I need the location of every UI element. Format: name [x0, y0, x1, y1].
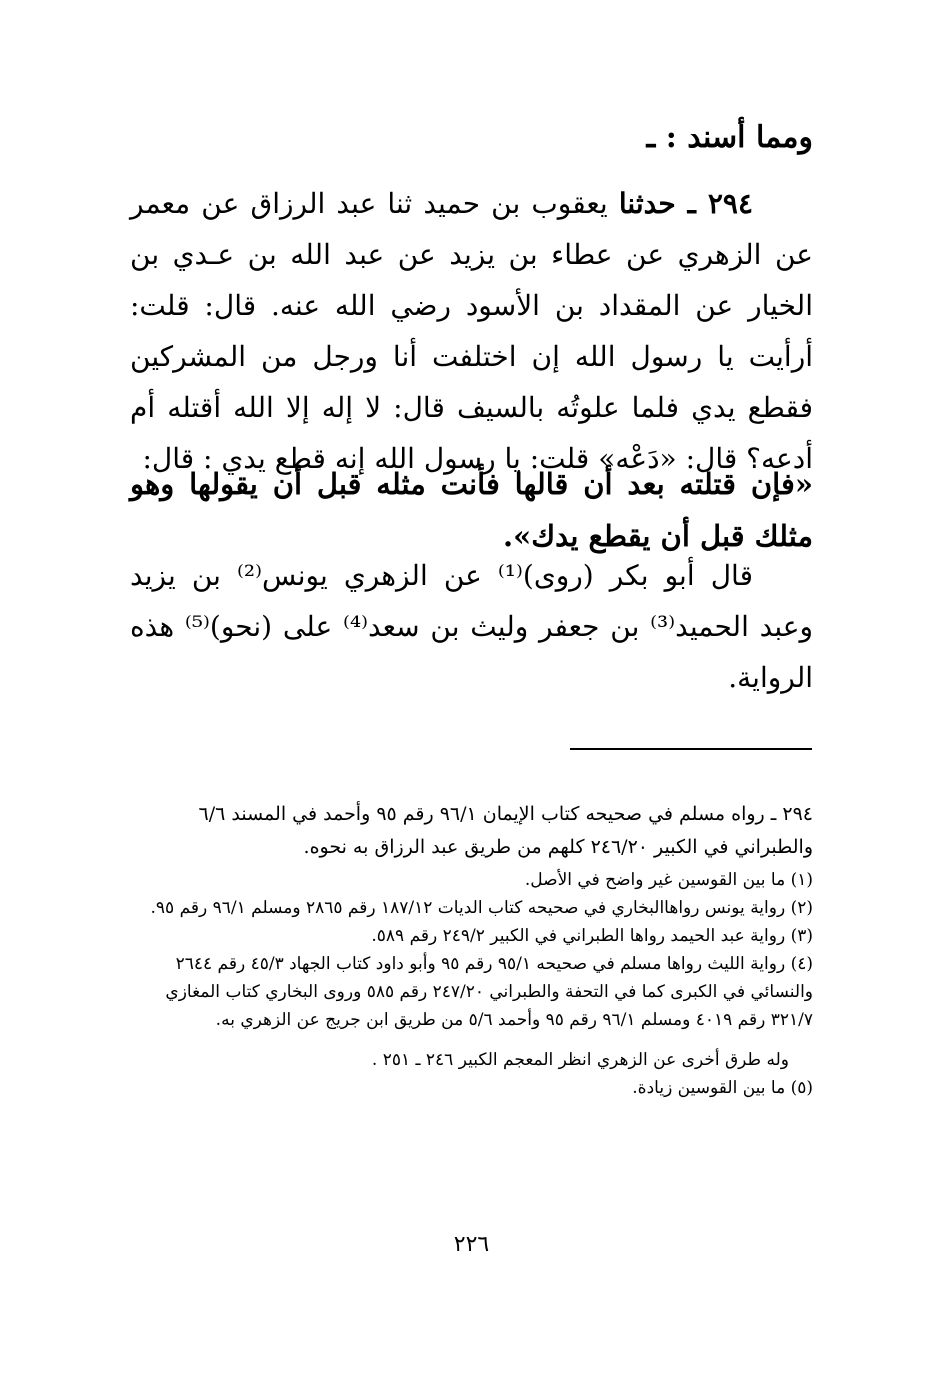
page-number: ٢٢٦ — [453, 1232, 490, 1257]
footnote-3: (٣) رواية عبد الحيمد رواها الطبراني في الكبير ٢٤٩/٢ رقم ٥٨٩. — [371, 926, 813, 946]
commentary-text: قال أبو بكر (روى)⁽¹⁾ عن الزهري يونس⁽²⁾ بن يزيد وعبد الحميد⁽³⁾ بن جعفر وليث بن سعد⁽⁴⁾ على (نحو)⁽⁵⁾ هذه الرواية. — [130, 559, 813, 694]
commentary-paragraph — [130, 550, 813, 703]
section-heading: ومما أسند : ـ — [646, 120, 813, 155]
footnote-main: ٢٩٤ ـ رواه مسلم في صحيحه كتاب الإيمان ٩٦/١ رقم ٩٥ وأحمد في المسند ٦/٦ والطبراني في الكبير ٢٤٦/٢٠ كلهم من طريق عبد الرزاق به نحوه. — [198, 803, 813, 858]
footnote-4: (٤) رواية الليث رواها مسلم في صحيحه ٩٥/١ رقم ٩٥ وأبو داود كتاب الجهاد ٤٥/٣ رقم ٢٦٤٤ والنسائي في الكبرى كما في التحفة والطبراني ٢٤٧/٢٠ رقم ٥٨٥ وروى البخاري كتاب المغازي ٣٢١/٧ رقم ٤٠١٩ ومسلم ٩٦/١ رقم ٩٥ وأحمد ٥/٦ من طريق ابن جريج عن الزهري به. — [165, 954, 813, 1030]
footnote-5: (٥) ما بين القوسين زيادة. — [632, 1078, 813, 1098]
footnotes — [130, 798, 813, 1102]
hadith-number-lead: ٢٩٤ ـ حدثنا — [618, 187, 754, 220]
footnote-2: (٢) رواية يونس رواهاالبخاري في صحيحه كتاب الديات ١٨٧/١٢ رقم ٢٨٦٥ ومسلم ٩٦/١ رقم ٩٥. — [150, 898, 813, 918]
footnote-1: (١) ما بين القوسين غير واضح في الأصل. — [524, 870, 813, 890]
footnote-separator — [570, 748, 812, 750]
hadith-text: يعقوب بن حميد ثنا عبد الرزاق عن معمر عن الزهري عن عطاء بن يزيد عن عبد الله بن عـدي بن الخيار عن المقداد بن الأسود رضي الله عنه. قال: قلت: أرأيت يا رسول الله إن اختلفت أنا ورجل من المشركين فقطع يدي فلما علوتُه بالسيف قال: لا إله إلا الله أقتله أم أدعه؟ قال: «دَعْه» قلت: يا رسول الله إنه قطع يدي : قال: — [130, 187, 813, 475]
footnote-4-extra: وله طرق أخرى عن الزهري انظر المعجم الكبير ٢٤٦ ـ ٢٥١ . — [371, 1050, 789, 1070]
prophetic-saying-text: «فإن قتلته بعد أن قالها فأنت مثله قبل أن يقولها وهو مثلك قبل أن يقطع يدك». — [130, 467, 813, 553]
hadith-paragraph — [130, 178, 813, 484]
prophetic-saying — [130, 458, 813, 562]
